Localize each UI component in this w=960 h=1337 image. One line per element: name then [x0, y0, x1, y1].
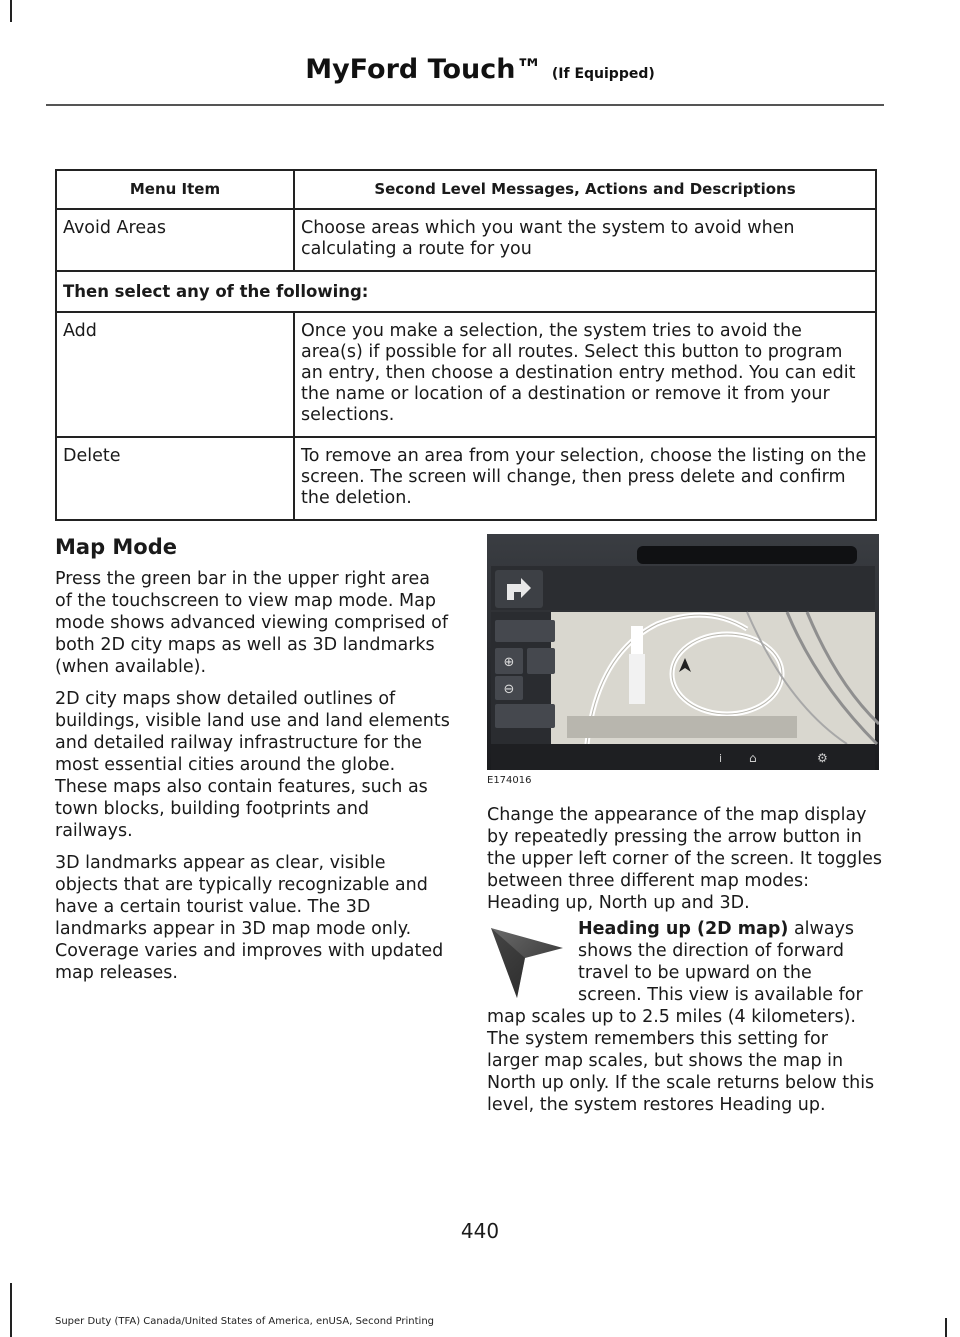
heading-up-paragraph [487, 918, 880, 1116]
home-icon: ⌂ [749, 751, 757, 765]
page-number: 440 [460, 1219, 500, 1243]
cell-desc: To remove an area from your selection, choose the listing on the screen. The screen will change, then press delete and confirm the deletion. [294, 437, 876, 520]
menu-table [55, 169, 877, 521]
cell-desc: Once you make a selection, the system tries to avoid the area(s) if possible for all routes. Select this button to program an entry, then choose a destination entry method. You can edit the name or location of a destination or remove it from your selections. [294, 312, 876, 437]
footer-text: Super Duty (TFA) Canada/United States of America, enUSA, Second Printing [55, 1316, 435, 1327]
header-subtitle: (If Equipped) [551, 66, 655, 82]
page-header [0, 54, 960, 85]
info-icon: i [719, 752, 723, 765]
paragraph: Press the green bar in the upper right area of the touchscreen to view map mode. Map mode shows advanced viewing comprised of both 2D city maps as well as 3D landmarks (when available). [55, 569, 449, 677]
col-header-description: Second Level Messages, Actions and Descriptions [294, 170, 876, 209]
heading-up-label: Heading up (2D map) [578, 919, 789, 939]
figure-code: E174016 [487, 775, 532, 786]
zoom-out-icon: ⊖ [503, 682, 515, 697]
cell-span: Then select any of the following: [56, 271, 876, 312]
map-screen-illustration [487, 534, 879, 770]
cell-item: Avoid Areas [56, 209, 294, 271]
paragraph: 3D landmarks appear as clear, visible objects that are typically recognizable and have a certain tourist value. The 3D landmarks appear in 3D map mode only. Coverage varies and improves with updated map releases. [55, 853, 444, 983]
crop-mark-bottom-left [10, 1283, 12, 1337]
right-column [487, 804, 882, 927]
col-header-menu-item: Menu Item [56, 170, 294, 209]
heading-up-arrow-icon [487, 918, 578, 1006]
zoom-in-icon: ⊕ [503, 655, 515, 670]
crop-mark-top-left [10, 0, 12, 22]
table-row [56, 437, 876, 520]
heading-up-text: always shows the direction of forward travel to be upward on the screen. This view is available for map scales up to 2.5 miles (4 kilometers). The system remembers this setting for larger map scales, but shows the map in North up only. If the scale returns below this level, the system restores Heading up. [487, 919, 875, 1115]
paragraph: 2D city maps show detailed outlines of buildings, visible land use and land elements and detailed railway infrastructure for the most essential cities around the globe. These maps also contain features, such as town blocks, building footprints and railways. [55, 689, 450, 841]
paragraph: Change the appearance of the map display by repeatedly pressing the arrow button in the upper left corner of the screen. It toggles between three different map modes: Heading up, North up and 3D. [487, 805, 882, 913]
table-row [56, 312, 876, 437]
crop-mark-bottom-right [945, 1318, 947, 1337]
cell-item: Delete [56, 437, 294, 520]
table-header-row [56, 170, 876, 209]
section-heading: Map Mode [55, 535, 178, 559]
header-title: MyFord Touch™ [305, 54, 543, 85]
table-row [56, 209, 876, 271]
cell-desc: Choose areas which you want the system to avoid when calculating a route for you [294, 209, 876, 271]
left-column [55, 535, 450, 994]
header-rule [46, 104, 884, 106]
settings-icon: ⚙ [817, 751, 828, 765]
cell-item: Add [56, 312, 294, 437]
table-span-row [56, 271, 876, 312]
map-screen-drawing [487, 534, 879, 770]
